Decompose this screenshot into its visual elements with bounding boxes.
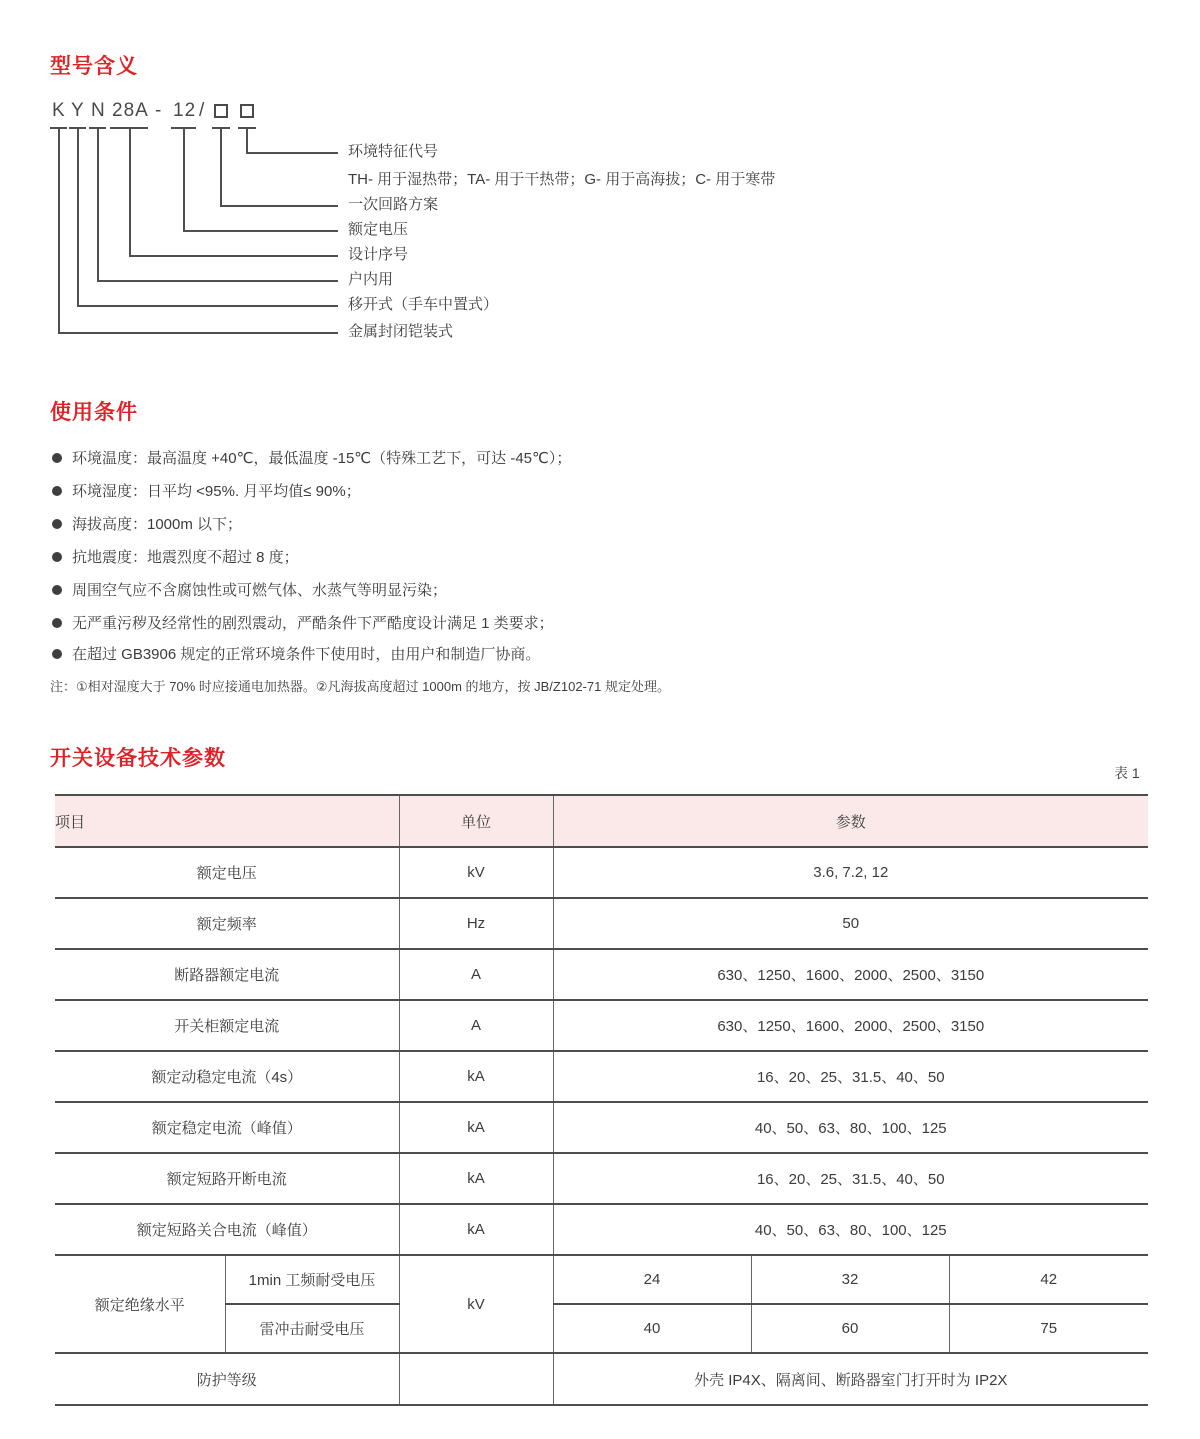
header-param: 参数 bbox=[553, 795, 1148, 847]
label-env-detail: TH- 用于湿热带；TA- 用于干热带；G- 用于高海拔；C- 用于寒带 bbox=[348, 171, 776, 188]
label-env: 环境特征代号 bbox=[348, 143, 439, 160]
table-row-protection bbox=[55, 1353, 1148, 1405]
connector-env-h bbox=[246, 152, 338, 154]
cell-param: 16、20、25、31.5、40、50 bbox=[553, 1153, 1148, 1204]
connector-env-v bbox=[246, 128, 248, 152]
cell-param: 40、50、63、80、100、125 bbox=[553, 1204, 1148, 1255]
cell-item: 额定电压 bbox=[55, 847, 399, 898]
table-row bbox=[55, 1204, 1148, 1255]
cell-item: 断路器额定电流 bbox=[55, 949, 399, 1000]
section-title-service-conditions: 使用条件 bbox=[50, 401, 138, 424]
model-code-dash: - bbox=[155, 100, 163, 121]
model-code-k: K bbox=[52, 100, 66, 121]
table-number-tag: 表 1 bbox=[1114, 765, 1140, 781]
connector-design-v bbox=[129, 128, 131, 255]
connector-indoor-h bbox=[97, 280, 338, 282]
cell-value: 60 bbox=[751, 1304, 949, 1353]
bullet-icon bbox=[52, 552, 62, 562]
table-header-row bbox=[55, 795, 1148, 847]
bullet-icon bbox=[52, 585, 62, 595]
table-row bbox=[55, 847, 1148, 898]
label-withdrawable: 移开式（手车中置式） bbox=[348, 296, 499, 313]
model-code-y: Y bbox=[71, 100, 85, 121]
table-row bbox=[55, 949, 1148, 1000]
label-indoor: 户内用 bbox=[348, 271, 394, 288]
condition-item: 抗地震度：地震烈度不超过 8 度； bbox=[52, 546, 299, 567]
cell-item: 开关柜额定电流 bbox=[55, 1000, 399, 1051]
cell-item: 额定短路关合电流（峰值） bbox=[55, 1204, 399, 1255]
bullet-icon bbox=[52, 519, 62, 529]
model-code-voltage: 12 bbox=[173, 100, 197, 121]
label-metal-clad: 金属封闭铠装式 bbox=[348, 323, 454, 340]
cell-value: 32 bbox=[751, 1255, 949, 1304]
label-design-serial: 设计序号 bbox=[348, 246, 409, 263]
cell-unit-empty bbox=[399, 1353, 553, 1405]
condition-item: 无严重污秽及经常性的剧烈震动，严酷条件下严酷度设计满足 1 类要求； bbox=[52, 612, 554, 633]
model-code-n: N bbox=[91, 100, 106, 121]
conditions-note: 注：①相对湿度大于 70% 时应接通电加热器。②凡海拔高度超过 1000m 的地方，按 JB/Z102-71 规定处理。 bbox=[50, 679, 670, 694]
cell-param: 外壳 IP4X、隔离间、断路器室门打开时为 IP2X bbox=[553, 1353, 1148, 1405]
cell-item: 额定稳定电流（峰值） bbox=[55, 1102, 399, 1153]
header-item: 项目 bbox=[55, 795, 399, 847]
table-row bbox=[55, 1102, 1148, 1153]
model-code-design: 28A bbox=[112, 100, 149, 121]
cell-item: 额定短路开断电流 bbox=[55, 1153, 399, 1204]
table-row bbox=[55, 898, 1148, 949]
label-primary-circuit: 一次回路方案 bbox=[348, 196, 439, 213]
connector-scheme-v bbox=[220, 128, 222, 205]
header-unit: 单位 bbox=[399, 795, 553, 847]
cell-param: 3.6, 7.2, 12 bbox=[553, 847, 1148, 898]
cell-value: 42 bbox=[949, 1255, 1148, 1304]
connector-design-h bbox=[129, 255, 338, 257]
label-rated-voltage: 额定电压 bbox=[348, 221, 409, 238]
cell-unit: kA bbox=[399, 1051, 553, 1102]
condition-item: 环境温度：最高温度 +40℃，最低温度 -15℃（特殊工艺下，可达 -45℃）； bbox=[52, 447, 571, 468]
cell-item: 防护等级 bbox=[55, 1353, 399, 1405]
connector-scheme-h bbox=[220, 205, 338, 207]
table-row bbox=[55, 1153, 1148, 1204]
bullet-icon bbox=[52, 453, 62, 463]
cell-unit: Hz bbox=[399, 898, 553, 949]
tech-params-table bbox=[55, 794, 1148, 1406]
bullet-icon bbox=[52, 618, 62, 628]
condition-item: 环境湿度：日平均 <95%. 月平均值≤ 90%； bbox=[52, 480, 361, 501]
cell-param: 16、20、25、31.5、40、50 bbox=[553, 1051, 1148, 1102]
condition-item: 海拔高度：1000m 以下； bbox=[52, 513, 242, 534]
connector-metalclad-h bbox=[58, 332, 338, 334]
cell-unit: kA bbox=[399, 1153, 553, 1204]
cell-unit: kA bbox=[399, 1102, 553, 1153]
cell-value: 24 bbox=[553, 1255, 751, 1304]
section-title-tech-params: 开关设备技术参数 bbox=[50, 747, 226, 770]
cell-value: 75 bbox=[949, 1304, 1148, 1353]
cell-value: 40 bbox=[553, 1304, 751, 1353]
cell-item: 额定频率 bbox=[55, 898, 399, 949]
model-code-box-env bbox=[240, 104, 254, 118]
cell-param: 40、50、63、80、100、125 bbox=[553, 1102, 1148, 1153]
condition-item: 周围空气应不含腐蚀性或可燃气体、水蒸气等明显污染； bbox=[52, 579, 447, 600]
table-row bbox=[55, 1000, 1148, 1051]
connector-withdrawable-v bbox=[77, 128, 79, 305]
cell-unit: kA bbox=[399, 1204, 553, 1255]
connector-withdrawable-h bbox=[77, 305, 338, 307]
table-row-insulation-1 bbox=[55, 1255, 1148, 1304]
connector-metalclad-v bbox=[58, 128, 60, 332]
cell-param: 630、1250、1600、2000、2500、3150 bbox=[553, 949, 1148, 1000]
connector-indoor-v bbox=[97, 128, 99, 280]
cell-param: 630、1250、1600、2000、2500、3150 bbox=[553, 1000, 1148, 1051]
bullet-icon bbox=[52, 649, 62, 659]
cell-unit: kV bbox=[399, 1255, 553, 1353]
bullet-icon bbox=[52, 486, 62, 496]
table-row bbox=[55, 1051, 1148, 1102]
section-title-model-meaning: 型号含义 bbox=[50, 55, 138, 78]
model-code-box-scheme bbox=[214, 104, 228, 118]
cell-insulation-label: 额定绝缘水平 bbox=[55, 1255, 225, 1353]
connector-voltage-h bbox=[183, 230, 338, 232]
connector-voltage-v bbox=[183, 128, 185, 230]
cell-sub-name: 1min 工频耐受电压 bbox=[225, 1255, 399, 1304]
model-code-slash: / bbox=[199, 100, 206, 121]
cell-unit: A bbox=[399, 949, 553, 1000]
cell-unit: kV bbox=[399, 847, 553, 898]
cell-unit: A bbox=[399, 1000, 553, 1051]
cell-item: 额定动稳定电流（4s） bbox=[55, 1051, 399, 1102]
cell-param: 50 bbox=[553, 898, 1148, 949]
condition-item: 在超过 GB3906 规定的正常环境条件下使用时，由用户和制造厂协商。 bbox=[52, 643, 540, 664]
cell-sub-name: 雷冲击耐受电压 bbox=[225, 1304, 399, 1353]
